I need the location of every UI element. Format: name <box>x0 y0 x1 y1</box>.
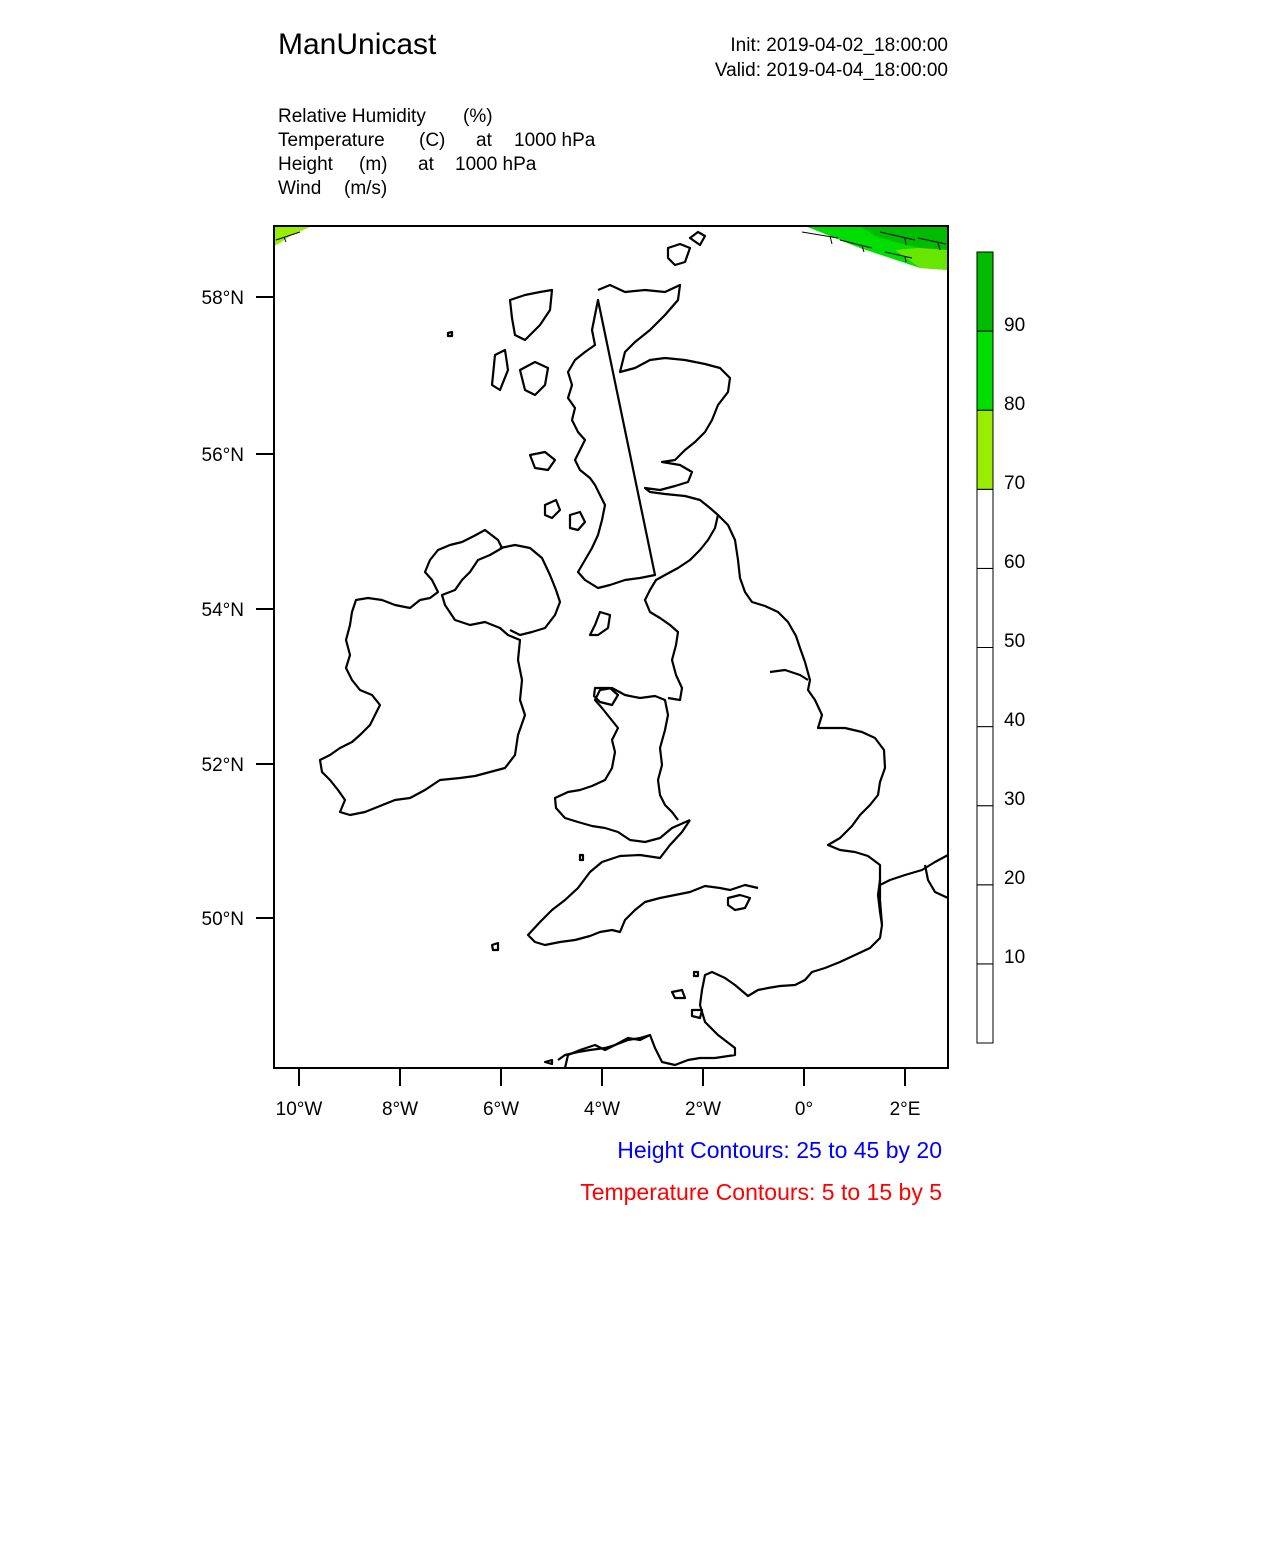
humidity-patch-nw <box>274 226 312 246</box>
colorbar-box <box>977 568 993 647</box>
field-level: 1000 hPa <box>455 154 537 175</box>
coastline-wales <box>555 688 690 842</box>
colorbar-label: 20 <box>1004 868 1026 889</box>
field-level: 1000 hPa <box>514 130 596 151</box>
island-orkney <box>668 244 690 265</box>
colorbar-box <box>977 806 993 885</box>
lat-axis <box>256 297 274 918</box>
field-name: Height <box>278 154 333 175</box>
colorbar-label: 90 <box>1004 315 1026 336</box>
colorbar-box <box>977 964 993 1043</box>
field-unit: (m/s) <box>344 178 388 199</box>
colorbar-label: 60 <box>1004 552 1026 573</box>
chart-title: ManUnicast <box>278 28 437 61</box>
colorbar-box <box>977 489 993 568</box>
island-channel-3 <box>694 972 698 976</box>
lon-tick-label: 6°W <box>482 1099 520 1120</box>
colorbar-label: 70 <box>1004 473 1026 494</box>
colorbar-labels <box>1004 315 1025 968</box>
colorbar-label: 50 <box>1004 631 1026 652</box>
colorbar-box <box>977 331 993 410</box>
island-st-kilda <box>448 332 452 336</box>
island-shetland-south <box>690 232 705 245</box>
lon-axis <box>299 1068 905 1086</box>
coastline-france <box>880 855 948 898</box>
lon-tick-label: 10°W <box>275 1099 323 1120</box>
island-arran <box>570 512 585 530</box>
init-time: Init: 2019-04-02_18:00:00 <box>730 35 948 56</box>
lon-tick-label: 0° <box>794 1099 814 1120</box>
coastline-ireland <box>320 530 525 815</box>
coastline-england-south <box>528 820 882 945</box>
coastline-great-britain <box>558 285 885 1065</box>
lon-tick-label: 4°W <box>583 1099 621 1120</box>
lon-tick-label: 8°W <box>381 1099 419 1120</box>
island-skye <box>520 362 548 395</box>
colorbar-box <box>977 252 993 331</box>
lat-tick-label: 54°N <box>201 600 244 621</box>
island-channel-2 <box>692 1010 702 1018</box>
lat-tick-label: 50°N <box>201 909 244 930</box>
coastline-scotland-sw <box>568 300 655 588</box>
island-islay <box>545 500 560 518</box>
field-unit: (m) <box>359 154 388 175</box>
colorbar-label: 40 <box>1004 710 1026 731</box>
height-contours-note: Height Contours: 25 to 45 by 20 <box>617 1137 942 1163</box>
colorbar-label: 30 <box>1004 789 1026 810</box>
colorbar-label: 80 <box>1004 394 1026 415</box>
lat-tick-label: 56°N <box>201 445 244 466</box>
colorbar-label: 10 <box>1004 947 1026 968</box>
island-channel-1 <box>672 990 685 998</box>
coastline-northern-ireland-coast <box>500 545 560 635</box>
lon-tick-label: 2°E <box>889 1099 921 1120</box>
island-scilly <box>492 943 498 950</box>
plot-frame <box>274 226 948 1068</box>
island-ushant <box>545 1060 552 1064</box>
coastline-humber <box>770 670 808 680</box>
island-uist <box>492 350 508 390</box>
humidity-shading <box>274 226 948 270</box>
field-name: Relative Humidity <box>278 106 426 127</box>
island-isle-of-man <box>590 612 610 635</box>
coastline-brittany <box>565 1035 650 1068</box>
lon-labels <box>276 1099 921 1120</box>
colorbar-box <box>977 648 993 727</box>
field-at: at <box>476 130 492 151</box>
lat-tick-label: 58°N <box>201 288 244 309</box>
colorbar <box>977 252 993 1043</box>
colorbar-box <box>977 727 993 806</box>
lon-tick-label: 2°W <box>684 1099 722 1120</box>
colorbar-box <box>977 410 993 489</box>
field-at: at <box>418 154 434 175</box>
colorbar-box <box>977 885 993 964</box>
coastlines <box>320 232 948 1068</box>
field-name: Temperature <box>278 130 385 151</box>
field-name: Wind <box>278 178 322 199</box>
temperature-contours-note: Temperature Contours: 5 to 15 by 5 <box>580 1179 942 1205</box>
lat-labels <box>202 288 244 930</box>
island-mull <box>530 452 555 470</box>
valid-time: Valid: 2019-04-04_18:00:00 <box>714 60 948 81</box>
field-unit: (%) <box>463 106 493 127</box>
island-isle-of-wight <box>728 895 750 910</box>
coastline-england-nw <box>645 515 718 700</box>
field-unit: (C) <box>419 130 446 151</box>
island-lundy <box>580 855 583 860</box>
lat-tick-label: 52°N <box>201 755 244 776</box>
island-lewis <box>510 290 552 340</box>
